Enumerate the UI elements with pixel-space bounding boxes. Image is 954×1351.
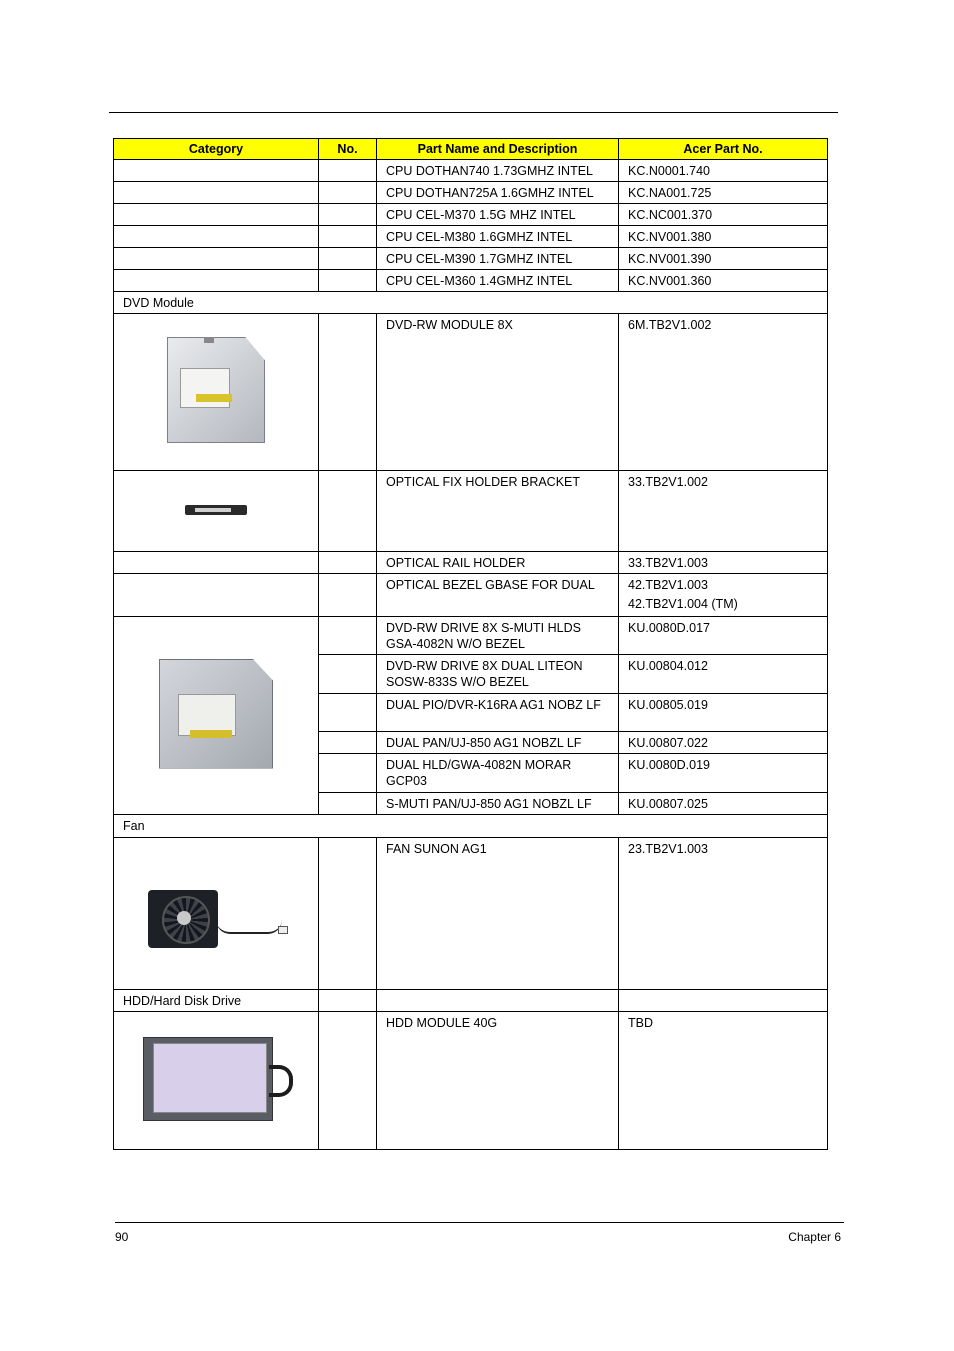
part-number-secondary: 42.TB2V1.004 (TM) — [628, 597, 738, 611]
part-name: DUAL PIO/DVR-K16RA AG1 NOBZ LF — [377, 694, 619, 732]
dvd-drive-picture — [159, 659, 273, 769]
part-name: OPTICAL BEZEL GBASE FOR DUAL — [377, 574, 619, 617]
table-header-row — [114, 139, 828, 160]
part-number: KU.00807.025 — [619, 793, 828, 815]
section-label: Fan — [114, 815, 828, 838]
bracket-image — [114, 471, 319, 552]
section-label: DVD Module — [114, 292, 828, 314]
footer-rule — [115, 1222, 844, 1223]
dvd-drive-image — [114, 617, 319, 815]
part-number — [619, 574, 828, 617]
part-number: KU.00807.022 — [619, 732, 828, 754]
fan-image — [114, 838, 319, 990]
table-row — [114, 617, 828, 655]
part-number: KC.NA001.725 — [619, 182, 828, 204]
header-acer-part-no: Acer Part No. — [619, 139, 828, 160]
bracket-picture — [185, 505, 247, 515]
table-row — [114, 204, 828, 226]
table-row — [114, 182, 828, 204]
part-name: CPU CEL-M380 1.6GMHZ INTEL — [377, 226, 619, 248]
part-name: CPU CEL-M360 1.4GMHZ INTEL — [377, 270, 619, 292]
part-name: DUAL PAN/UJ-850 AG1 NOBZL LF — [377, 732, 619, 754]
part-number: KC.N0001.740 — [619, 160, 828, 182]
section-label: HDD/Hard Disk Drive — [114, 990, 319, 1012]
part-name: OPTICAL FIX HOLDER BRACKET — [377, 471, 619, 552]
table-row — [114, 314, 828, 471]
parts-table — [113, 138, 828, 1150]
header-category: Category — [114, 139, 319, 160]
part-number: 23.TB2V1.003 — [619, 838, 828, 990]
header-part-name: Part Name and Description — [377, 139, 619, 160]
part-name: HDD MODULE 40G — [377, 1012, 619, 1150]
section-row-hdd — [114, 990, 828, 1012]
part-number: 33.TB2V1.002 — [619, 471, 828, 552]
table-row — [114, 270, 828, 292]
table-row — [114, 248, 828, 270]
table-row — [114, 471, 828, 552]
section-row-dvd — [114, 292, 828, 314]
section-row-fan — [114, 815, 828, 838]
fan-picture — [142, 876, 290, 948]
page-number: 90 — [115, 1230, 129, 1244]
part-name: OPTICAL RAIL HOLDER — [377, 552, 619, 574]
part-name: CPU DOTHAN725A 1.6GMHZ INTEL — [377, 182, 619, 204]
hdd-picture — [143, 1037, 289, 1121]
header-rule — [109, 112, 838, 113]
part-name: CPU DOTHAN740 1.73GMHZ INTEL — [377, 160, 619, 182]
part-name: CPU CEL-M370 1.5G MHZ INTEL — [377, 204, 619, 226]
part-number: TBD — [619, 1012, 828, 1150]
part-number: KU.00805.019 — [619, 694, 828, 732]
table-row — [114, 160, 828, 182]
table-row — [114, 552, 828, 574]
part-name: S-MUTI PAN/UJ-850 AG1 NOBZL LF — [377, 793, 619, 815]
part-number: KU.0080D.017 — [619, 617, 828, 655]
chapter-label: Chapter 6 — [788, 1230, 841, 1244]
part-name: DVD-RW MODULE 8X — [377, 314, 619, 471]
part-number: KU.00804.012 — [619, 655, 828, 694]
part-name: CPU CEL-M390 1.7GMHZ INTEL — [377, 248, 619, 270]
part-number: KC.NV001.360 — [619, 270, 828, 292]
part-name: DVD-RW DRIVE 8X S-MUTI HLDS GSA-4082N W/O BEZEL — [377, 617, 619, 655]
part-name: DVD-RW DRIVE 8X DUAL LITEON SOSW-833S W/O BEZEL — [377, 655, 619, 694]
part-number: KC.NV001.390 — [619, 248, 828, 270]
table-row — [114, 574, 828, 617]
part-number: KC.NC001.370 — [619, 204, 828, 226]
table-row — [114, 226, 828, 248]
hdd-image — [114, 1012, 319, 1150]
part-name: DUAL HLD/GWA-4082N MORAR GCP03 — [377, 754, 619, 793]
table-row — [114, 1012, 828, 1150]
part-number: 33.TB2V1.003 — [619, 552, 828, 574]
header-no: No. — [319, 139, 377, 160]
part-name: FAN SUNON AG1 — [377, 838, 619, 990]
dvd-module-image — [114, 314, 319, 471]
part-number-primary: 42.TB2V1.003 — [628, 578, 708, 592]
part-number: 6M.TB2V1.002 — [619, 314, 828, 471]
part-number: KU.0080D.019 — [619, 754, 828, 793]
table-row — [114, 838, 828, 990]
dvd-drive-picture — [167, 337, 265, 443]
part-number: KC.NV001.380 — [619, 226, 828, 248]
